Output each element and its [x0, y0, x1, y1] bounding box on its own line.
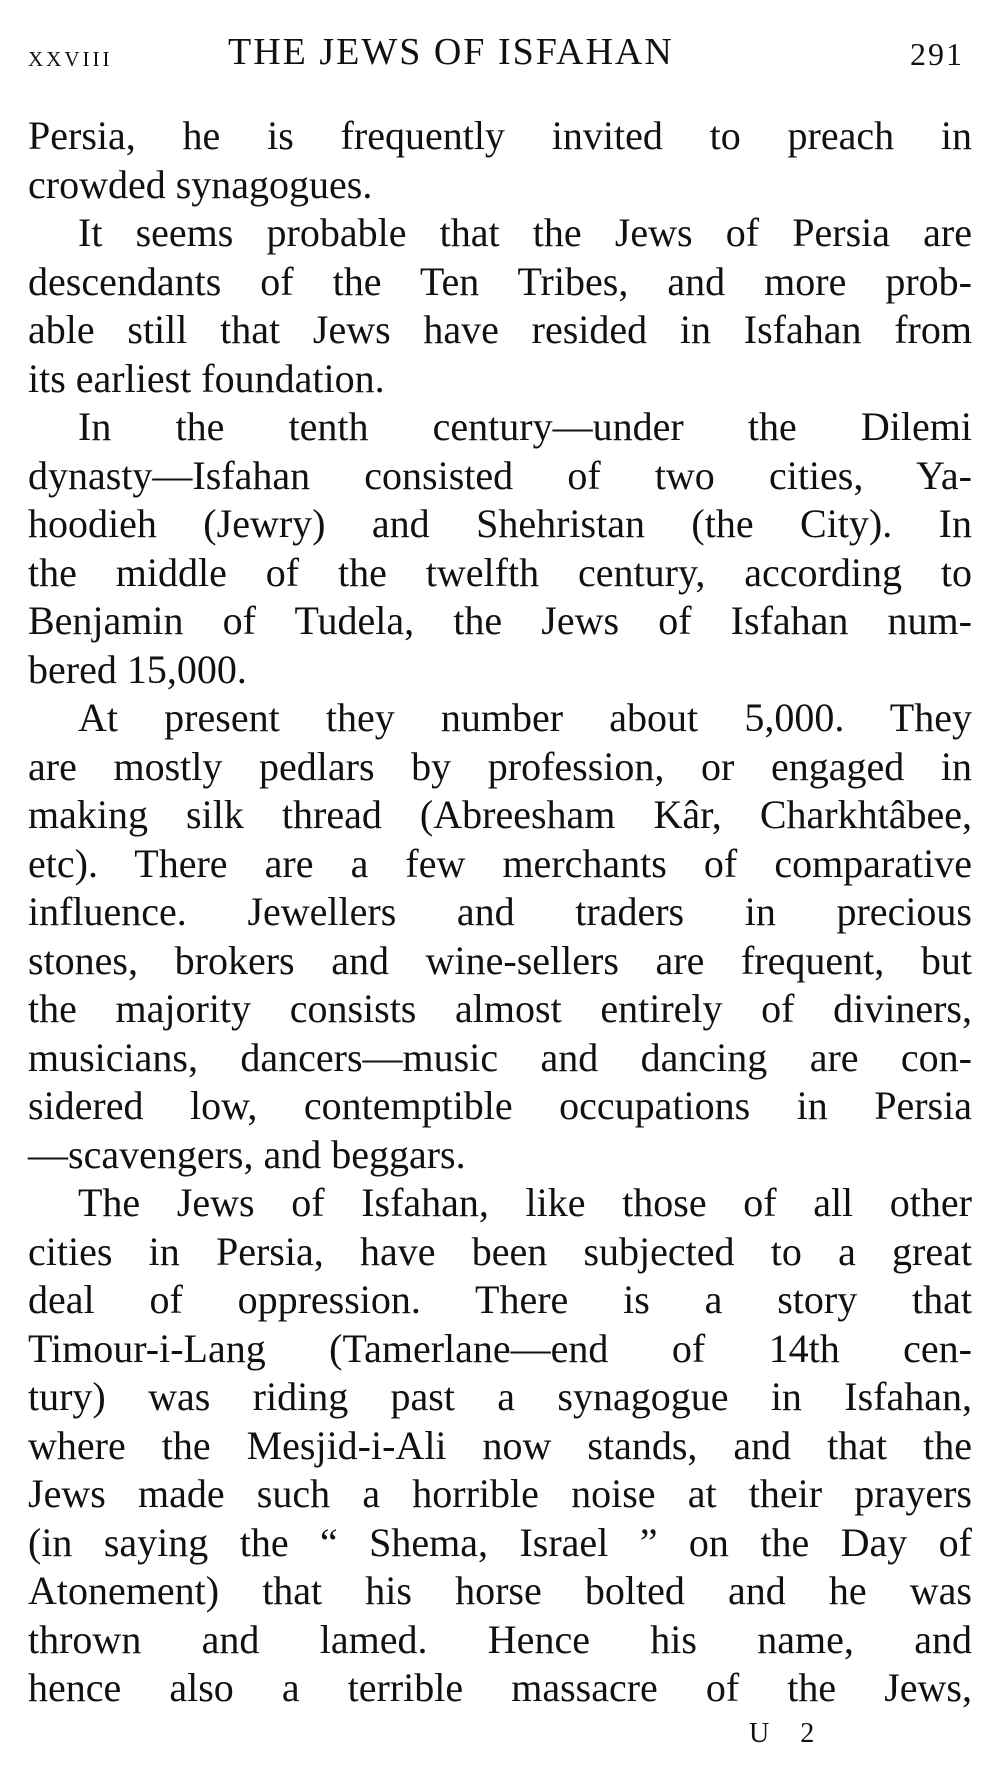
text-line: Benjamin of Tudela, the Jews of Isfahan num-	[28, 598, 972, 643]
signature-mark: U 2	[749, 1718, 827, 1749]
text-line: are mostly pedlars by profession, or engaged in	[28, 743, 972, 789]
chapter-number: xxviii	[28, 40, 113, 73]
text-line: The Jews of Isfahan, like those of all other	[78, 1180, 972, 1225]
text-line: Persia, he is frequently invited to preach in	[28, 113, 972, 158]
text-line: Atonement) that his horse bolted and he was	[28, 1568, 972, 1613]
text-line: Timour-i-Lang (Tamerlane—end of 14th cen-	[28, 1325, 972, 1371]
text-line: hoodieh (Jewry) and Shehristan (the City). In	[28, 501, 972, 546]
text-line: deal of oppression. There is a story that	[28, 1277, 972, 1322]
text-line: At present they number about 5,000. They	[78, 695, 972, 740]
running-head	[28, 30, 972, 80]
text-line: bered 15,000.	[28, 646, 247, 692]
text-line: the majority consists almost entirely of diviners,	[28, 986, 972, 1031]
body-text	[28, 112, 972, 1713]
page-number: 291	[910, 36, 964, 72]
text-line: thrown and lamed. Hence his name, and	[28, 1616, 972, 1662]
text-line: descendants of the Ten Tribes, and more prob-	[28, 258, 972, 304]
text-line: where the Mesjid-i-Ali now stands, and that the	[28, 1422, 972, 1468]
text-line: influence. Jewellers and traders in precious	[28, 889, 972, 934]
text-line: etc). There are a few merchants of comparative	[28, 840, 972, 886]
text-line: Jews made such a horrible noise at their prayers	[28, 1471, 972, 1516]
text-line: its earliest foundation.	[28, 355, 385, 401]
text-line: sidered low, contemptible occupations in Persia	[28, 1083, 972, 1128]
text-line: musicians, dancers—music and dancing are con-	[28, 1034, 972, 1080]
text-line: (in saying the “ Shema, Israel ” on the Day of	[28, 1519, 972, 1565]
running-title: THE JEWS OF ISFAHAN	[228, 31, 674, 73]
text-line: the middle of the twelfth century, according to	[28, 549, 972, 595]
text-line: dynasty—Isfahan consisted of two cities, Ya-	[28, 452, 972, 498]
text-line: —scavengers, and beggars.	[28, 1131, 466, 1177]
text-line: cities in Persia, have been subjected to a great	[28, 1228, 972, 1274]
text-line: tury) was riding past a synagogue in Isfahan,	[28, 1374, 972, 1419]
text-line: hence also a terrible massacre of the Jews,	[28, 1665, 972, 1710]
text-line: able still that Jews have resided in Isfahan from	[28, 307, 972, 352]
text-line: It seems probable that the Jews of Persia are	[78, 210, 972, 255]
text-line: In the tenth century—under the Dilemi	[78, 404, 972, 449]
text-line: stones, brokers and wine-sellers are frequent, but	[28, 937, 972, 983]
text-line: crowded synagogues.	[28, 161, 373, 207]
text-line: making silk thread (Abreesham Kâr, Charkhtâbee,	[28, 792, 972, 837]
